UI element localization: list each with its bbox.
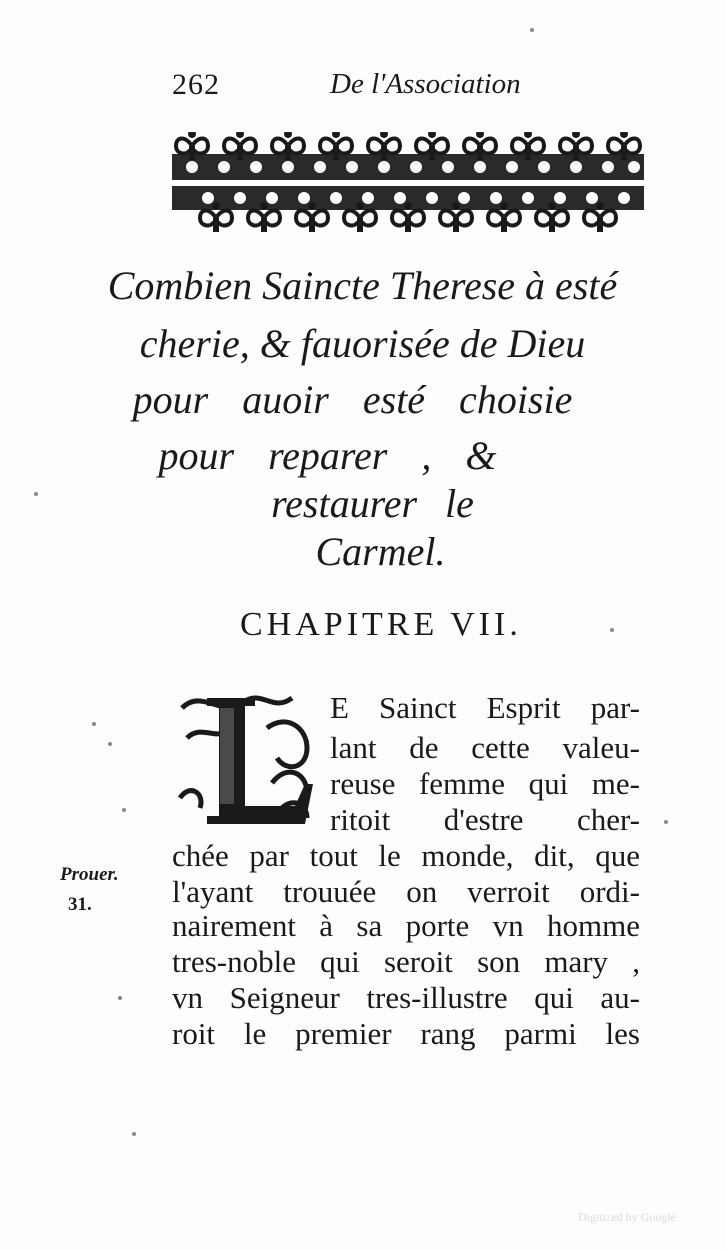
chapter-title-line-2: cherie, & fauorisée de Dieu [139, 321, 586, 366]
margin-note-chapter: 31. [68, 894, 92, 915]
running-title: De l'Association [330, 68, 521, 100]
ink-speck [34, 492, 38, 496]
page-number: 262 [172, 68, 220, 101]
chapter-title-line-6: Carmel. [315, 529, 446, 574]
drop-cap-l-icon [172, 688, 320, 834]
watermark: Digitized by Google [578, 1210, 676, 1224]
body-line-2: lant de cette valeu- [330, 730, 640, 765]
chapter-title-line-3: pour auoir esté choisie [132, 377, 573, 422]
ink-speck [610, 628, 614, 632]
chapter-title-line-1: Combien Saincte Therese à esté [107, 263, 618, 308]
body-line-7: nairement à sa porte vn homme [172, 908, 640, 943]
body-line-5: chée par tout le monde, dit, que [172, 838, 640, 873]
margin-note-reference: Prouer. [60, 864, 119, 885]
ink-speck [92, 722, 96, 726]
chapter-title-line-4: pour reparer , & [158, 433, 497, 478]
ink-speck [108, 742, 112, 746]
body-line-8: tres-noble qui seroit son mary , [172, 944, 640, 979]
body-line-3: reuse femme qui me- [330, 766, 640, 801]
body-line-4: ritoit d'estre cher- [330, 802, 640, 837]
chapter-heading: CHAPITRE VII. [240, 606, 522, 643]
chapter-title-line-5: restaurer le [271, 481, 474, 526]
ink-speck [530, 28, 534, 32]
ink-speck [122, 808, 126, 812]
ornament-band-icon [172, 132, 644, 232]
body-line-6: l'ayant trouuée on verroit ordi- [172, 874, 640, 909]
body-line-10: roit le premier rang parmi les [172, 1016, 640, 1051]
ink-speck [132, 1132, 136, 1136]
ink-speck [118, 996, 122, 1000]
body-line-1: E Sainct Esprit par- [330, 690, 640, 725]
ink-speck [664, 820, 668, 824]
body-line-9: vn Seigneur tres-illustre qui au- [172, 980, 640, 1015]
